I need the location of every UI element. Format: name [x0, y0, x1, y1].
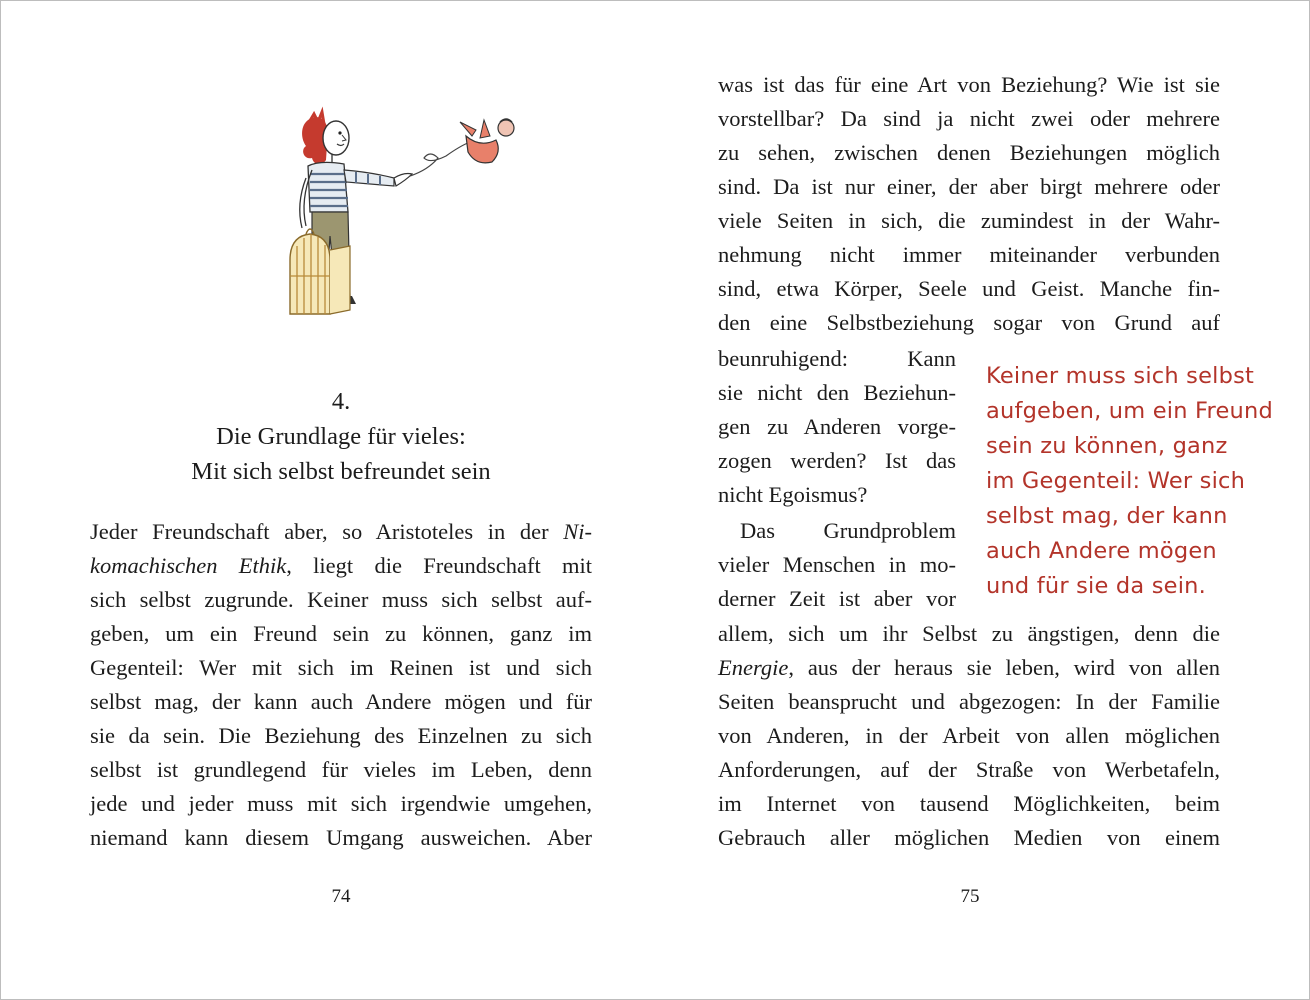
- body-line: nehmung nicht immer miteinander verbunden: [718, 242, 1220, 267]
- body-line: derner Zeit ist aber vor: [718, 586, 956, 611]
- body-line: vorstellbar? Da sind ja nicht zwei oder mehrere: [718, 106, 1220, 131]
- body-line: nicht Egoismus?: [718, 482, 868, 507]
- pull-quote: [986, 359, 1286, 604]
- body-line: Seiten beansprucht und abgezogen: In der Familie: [718, 689, 1220, 714]
- pull-quote-line: sein zu können, ganz: [986, 433, 1228, 459]
- pull-quote-line: auch Andere mögen: [986, 538, 1217, 564]
- body-line: sind, etwa Körper, Seele und Geist. Manche fin-: [718, 276, 1220, 301]
- body-line: niemand kann diesem Umgang ausweichen. Aber: [90, 825, 592, 850]
- body-line: zu sehen, zwischen denen Beziehungen möglich: [718, 140, 1220, 165]
- body-line: Anforderungen, auf der Straße von Werbetafeln,: [718, 757, 1220, 782]
- pull-quote-line: aufgeben, um ein Freund: [986, 398, 1273, 424]
- body-line: Jeder Freundschaft aber, so Aristoteles in der Ni-: [90, 519, 592, 544]
- body-line: vieler Menschen in mo-: [718, 552, 956, 577]
- pull-quote-line: und für sie da sein.: [986, 573, 1206, 599]
- body-line: Energie, aus der heraus sie leben, wird von allen: [718, 655, 1220, 680]
- body-line: sie da sein. Die Beziehung des Einzelnen zu sich: [90, 723, 592, 748]
- body-line: Gegenteil: Wer mit sich im Reinen ist und sich: [90, 655, 592, 680]
- body-line: jede und jeder muss mit sich irgendwie umgehen,: [90, 791, 592, 816]
- body-line: zogen werden? Ist das: [718, 448, 956, 473]
- chapter-title-line-1: Die Grundlage für vieles:: [216, 423, 466, 450]
- pull-quote-line: im Gegenteil: Wer sich: [986, 468, 1246, 494]
- body-line: beunruhigend: Kann: [718, 346, 956, 371]
- body-line: von Anderen, in der Arbeit von allen möglichen: [718, 723, 1220, 748]
- body-line: Gebrauch aller möglichen Medien von einem: [718, 825, 1220, 850]
- body-line: selbst mag, der kann auch Andere mögen und für: [90, 689, 592, 714]
- body-line: komachischen Ethik, liegt die Freundschaft mit: [90, 553, 592, 578]
- body-line: selbst ist grundlegend für vieles im Leben, denn: [90, 757, 592, 782]
- body-line: gen zu Anderen vorge-: [718, 414, 956, 439]
- chapter-number: 4.: [331, 388, 351, 415]
- body-line: sind. Da ist nur einer, der aber birgt mehrere oder: [718, 174, 1220, 199]
- body-line: was ist das für eine Art von Beziehung? Wie ist sie: [718, 72, 1220, 97]
- pull-quote-line: Keiner muss sich selbst: [986, 363, 1255, 389]
- chapter-title-line-2: Mit sich selbst befreundet sein: [191, 458, 491, 485]
- body-line: sie nicht den Beziehun-: [718, 380, 956, 405]
- page-number-right: 75: [960, 886, 980, 907]
- body-line: viele Seiten in sich, die zumindest in der Wahr-: [718, 208, 1220, 233]
- page-number-left: 74: [331, 886, 351, 907]
- body-line: allem, sich um ihr Selbst zu ängstigen, denn die: [718, 621, 1220, 646]
- person-releasing-bird-illustration: [270, 100, 540, 330]
- body-line: im Internet von tausend Möglichkeiten, beim: [718, 791, 1220, 816]
- body-line: Das Grundproblem: [740, 518, 956, 543]
- pull-quote-line: selbst mag, der kann: [986, 503, 1228, 529]
- body-line: sich selbst zugrunde. Keiner muss sich selbst auf-: [90, 587, 592, 612]
- body-line: geben, um ein Freund sein zu können, ganz im: [90, 621, 592, 646]
- body-line: den eine Selbstbeziehung sogar von Grund auf: [718, 310, 1220, 335]
